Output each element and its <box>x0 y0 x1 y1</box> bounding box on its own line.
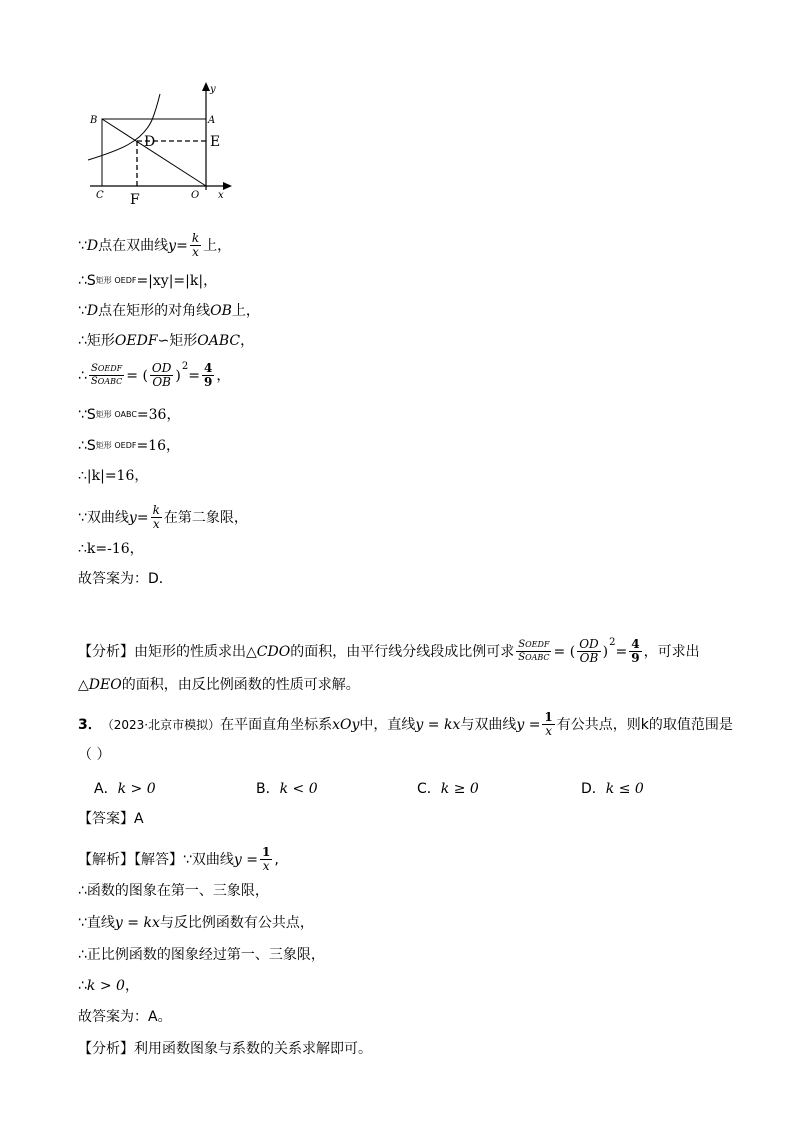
text: ∴k=-16， <box>78 541 144 557</box>
numerator: OD <box>151 361 172 375</box>
numerator: 4 <box>203 361 213 375</box>
math-eq: = <box>188 367 200 384</box>
numerator: k <box>152 503 160 517</box>
option-label: B． <box>256 781 280 797</box>
answer-blank: （ ） <box>78 747 111 763</box>
text: =|xy|=|k|， <box>136 273 218 289</box>
option-value: k ≥ 0 <box>440 781 479 797</box>
subscript: OABC <box>525 653 550 662</box>
solution-line-10 <box>78 540 144 558</box>
solution-line-4 <box>78 332 254 350</box>
text: 与反比例函数有公共点， <box>159 915 314 931</box>
analysis-3-line-6 <box>78 1008 172 1026</box>
solution-line-3 <box>78 302 260 320</box>
text: 在第二象限， <box>163 509 248 526</box>
text: 【分析】利用函数图象与系数的关系求解即可。 <box>78 1041 372 1057</box>
subscript: 矩形 OABC <box>95 410 137 419</box>
math-var: CDO <box>256 643 291 660</box>
subscript: OABC <box>97 377 123 386</box>
text: ， <box>124 978 139 994</box>
geometry-figure <box>80 80 260 210</box>
label-c: C <box>96 190 104 201</box>
denominator: OB <box>579 651 599 665</box>
subscript: OEDF <box>525 640 550 649</box>
analysis-3-line-5 <box>78 977 139 995</box>
numerator <box>89 363 124 376</box>
denominator: x <box>545 724 552 738</box>
question-3-stem <box>78 711 733 738</box>
text: ∵直线 <box>78 915 115 931</box>
denominator: 9 <box>203 375 213 389</box>
option-value: k < 0 <box>279 781 318 797</box>
text: , <box>274 851 279 868</box>
text: 故答案为：A。 <box>78 1009 172 1025</box>
fraction <box>202 362 214 389</box>
math-eq: = <box>615 643 628 660</box>
option-value: k > 0 <box>117 781 156 797</box>
x-axis-arrow <box>223 182 232 190</box>
math-eq: ) <box>175 367 181 384</box>
exponent: 2 <box>609 636 616 648</box>
text: 上， <box>203 237 232 254</box>
text: S <box>518 639 526 650</box>
text: 的面积，由平行线分线段成比例可求 <box>290 643 515 660</box>
text: S <box>90 363 98 374</box>
denominator <box>516 652 551 664</box>
subscript: OEDF <box>97 364 123 373</box>
denominator: x <box>192 245 199 259</box>
fraction <box>516 639 551 664</box>
analysis-1-line-1 <box>78 638 700 665</box>
text: S <box>90 376 98 387</box>
math-eq: ) <box>602 643 609 660</box>
text: 在平面直角坐标系 <box>220 716 333 733</box>
math-expr: k > 0 <box>86 978 125 994</box>
text: ∴正比例函数的图象经过第一、三象限， <box>78 947 325 963</box>
option-label: D． <box>581 781 606 797</box>
question-3-paren <box>78 746 110 764</box>
analysis-3-line-3 <box>78 914 314 932</box>
label-d: D <box>144 134 156 150</box>
label-a: A <box>208 115 216 126</box>
solution-line-2 <box>78 272 217 290</box>
answer-3 <box>78 810 144 828</box>
text: ∽矩形 <box>157 333 198 349</box>
text: ∴S <box>78 438 96 454</box>
text: ∵ <box>78 303 87 319</box>
text: 【分析】由矩形的性质求出△ <box>78 643 257 660</box>
text: =36， <box>136 407 181 423</box>
fraction <box>542 711 554 738</box>
text: ∴函数的图象在第一、三象限， <box>78 883 269 899</box>
text: 与双曲线 <box>460 716 517 733</box>
fraction <box>150 362 173 389</box>
question-3-options <box>94 778 714 798</box>
label-o: O <box>191 190 200 201</box>
math-var: D <box>86 237 99 254</box>
label-x: x <box>218 190 224 201</box>
text: 有公共点，则k的取值范围是 <box>556 716 733 733</box>
option-value: k ≤ 0 <box>605 781 644 797</box>
label-y: y <box>210 84 216 95</box>
text: ∴ <box>78 367 87 384</box>
math-var: xOy <box>332 716 360 733</box>
solution-line-6 <box>78 406 180 424</box>
option-label: C． <box>417 781 441 797</box>
math-eq: = ( <box>126 367 148 384</box>
label-f: F <box>130 192 140 208</box>
fraction <box>89 363 124 388</box>
option-c <box>417 778 479 798</box>
numerator <box>516 639 551 652</box>
numerator: 4 <box>631 637 640 651</box>
fraction <box>577 638 600 665</box>
solution-line-11 <box>78 570 173 588</box>
text: =16， <box>136 438 180 454</box>
denominator: x <box>262 859 270 873</box>
hyperbola-curve <box>88 94 160 160</box>
text: ∴S <box>78 273 96 289</box>
solution-line-9 <box>78 504 248 531</box>
question-source: （2023·北京市模拟） <box>101 717 221 732</box>
option-a <box>94 778 156 798</box>
label-e: E <box>210 134 221 150</box>
math-var: OEDF <box>114 333 158 349</box>
math-eq: = <box>176 237 188 254</box>
denominator: OB <box>152 375 171 389</box>
analysis-3-line-7 <box>78 1040 372 1058</box>
text: S <box>518 652 526 663</box>
option-d <box>581 778 644 798</box>
fraction <box>190 232 201 259</box>
text: ∵S <box>78 407 96 423</box>
denominator <box>89 376 124 388</box>
analysis-3-line-4 <box>78 946 325 964</box>
solution-line-8 <box>78 467 148 485</box>
text: 点在双曲线 <box>98 237 169 254</box>
text: ∴|k|=16， <box>78 468 149 484</box>
text: △ <box>78 677 89 693</box>
denominator: x <box>152 517 160 531</box>
text: 上， <box>231 303 260 319</box>
text: ∴ <box>78 978 87 994</box>
math-eq: = <box>136 509 149 526</box>
label-b: B <box>90 115 98 126</box>
text: ∴矩形 <box>78 333 115 349</box>
math-var: DEO <box>88 677 122 693</box>
solution-line-5 <box>78 362 230 389</box>
math-expr: y = <box>233 851 259 868</box>
fraction <box>260 846 272 873</box>
numerator: 1 <box>262 845 271 859</box>
text: 【解析】【解答】∵双曲线 <box>78 851 234 868</box>
subscript: 矩形 OEDF <box>95 276 137 285</box>
math-eq: = ( <box>553 643 576 660</box>
question-number: 3． <box>78 716 102 733</box>
numerator: k <box>191 231 200 245</box>
solution-line-1 <box>78 232 231 259</box>
text: 点在矩形的对角线 <box>98 303 211 319</box>
math-var: y <box>168 237 177 254</box>
diagonal-ob <box>102 119 206 186</box>
numerator: 1 <box>544 710 553 724</box>
y-axis-arrow <box>202 82 210 91</box>
analysis-3-line-1 <box>78 846 279 873</box>
fraction <box>629 638 641 665</box>
text: ， <box>240 333 255 349</box>
subscript: 矩形 OEDF <box>95 441 137 450</box>
text: ， <box>216 367 231 384</box>
text: 中，直线 <box>359 716 416 733</box>
text: ∵双曲线 <box>78 509 129 526</box>
text: 故答案为：D． <box>78 571 173 587</box>
denominator: 9 <box>631 651 640 665</box>
math-var: D <box>86 303 99 319</box>
fraction <box>151 504 162 531</box>
analysis-3-line-2 <box>78 882 269 900</box>
math-expr: y = kx <box>114 915 160 931</box>
analysis-1-line-2 <box>78 676 360 694</box>
answer-text: 【答案】A <box>78 811 144 827</box>
text: ，可求出 <box>643 643 700 660</box>
text: 的面积，由反比例函数的性质可求解。 <box>121 677 360 693</box>
math-var: y <box>128 509 137 526</box>
numerator: OD <box>579 637 599 651</box>
text: ∵ <box>78 237 87 254</box>
math-var: OB <box>210 303 232 319</box>
option-label: A． <box>94 781 118 797</box>
math-var: OABC <box>197 333 241 349</box>
exponent: 2 <box>181 360 189 372</box>
math-expr: y = <box>516 716 541 733</box>
solution-line-7 <box>78 437 180 455</box>
math-expr: y = kx <box>415 716 461 733</box>
option-b <box>256 778 318 798</box>
